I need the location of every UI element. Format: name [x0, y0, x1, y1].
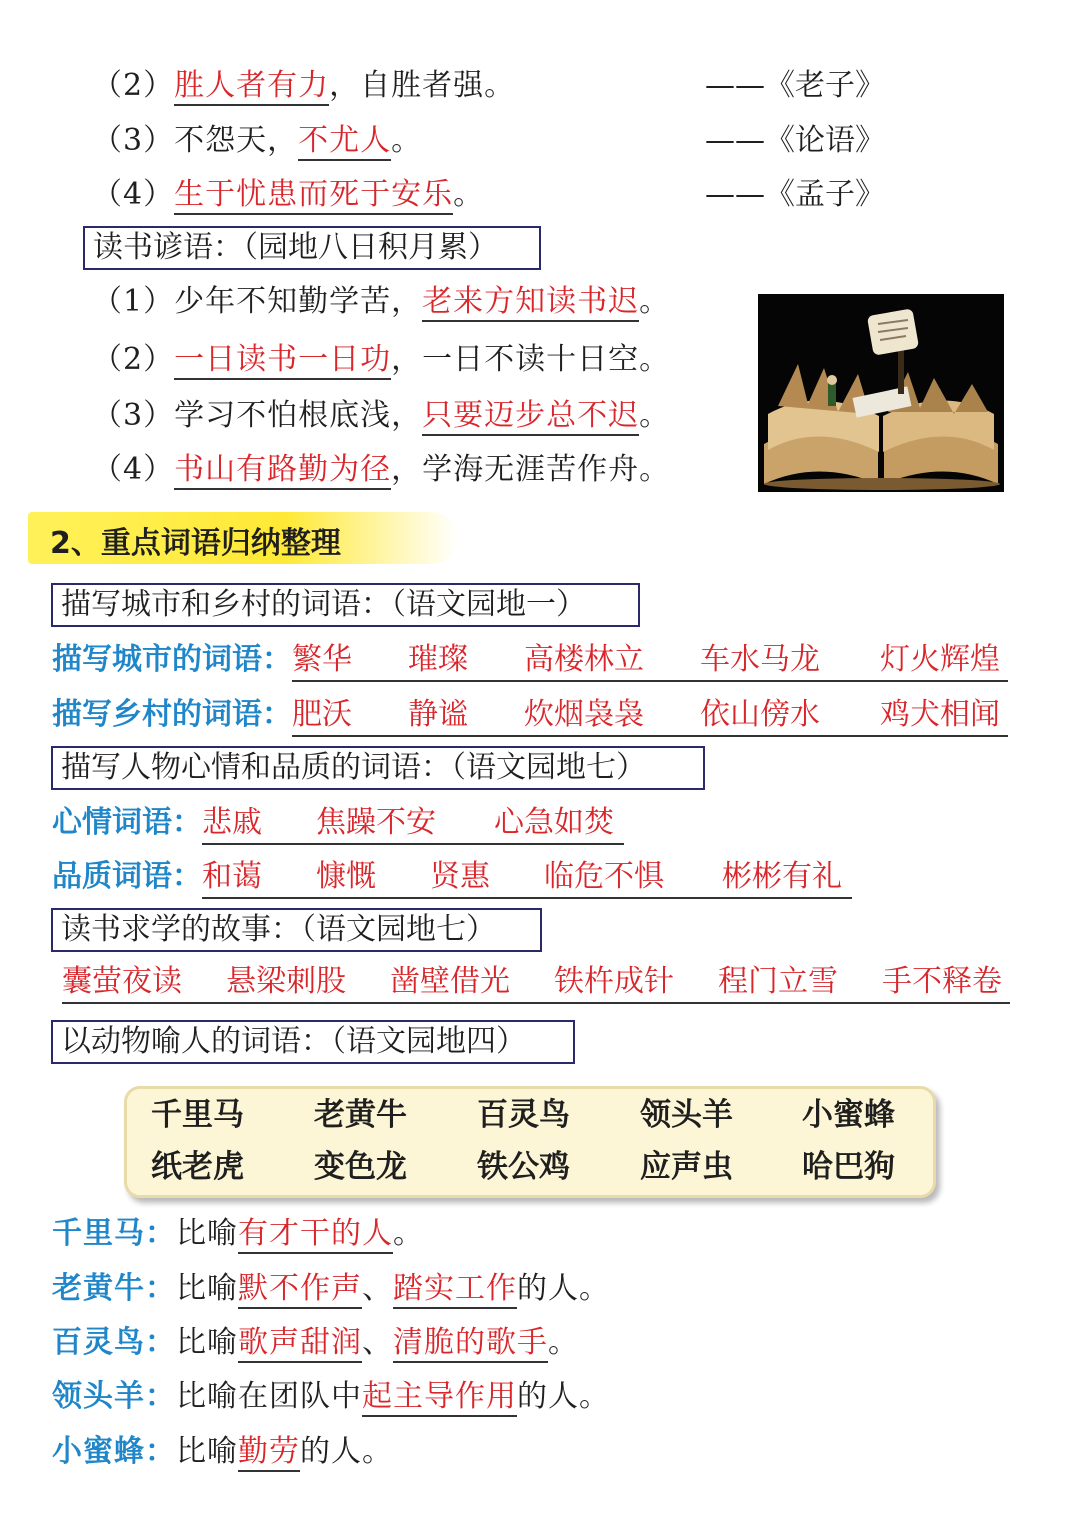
metaphor-line	[52, 1269, 610, 1309]
word: 鸡犬相闻	[880, 697, 1000, 732]
animal-word: 变色龙	[314, 1149, 407, 1185]
word: 和蔼	[202, 859, 262, 894]
quote-source: ——《老子》	[705, 68, 885, 103]
metaphor-line	[52, 1323, 579, 1363]
metaphor-highlight: 踏实工作	[393, 1271, 517, 1309]
word: 高楼林立	[524, 642, 644, 677]
country-words-list	[292, 695, 1008, 737]
quote-pre: 不怨天，	[174, 123, 299, 158]
story-word: 铁杵成针	[554, 964, 674, 999]
word: 慷慨	[316, 859, 376, 894]
city-words-list	[292, 640, 1008, 682]
proverb-rest: ，一日不读十日空。	[391, 342, 671, 377]
book-image	[758, 294, 1004, 492]
proverb-highlight: 一日读书一日功	[174, 342, 391, 380]
metaphor-rest: 。	[393, 1216, 424, 1251]
section-heading: 2、重点词语归纳整理	[50, 526, 341, 561]
proverb-line	[92, 396, 670, 436]
animal-word: 百灵鸟	[477, 1097, 570, 1133]
word: 依山傍水	[700, 697, 820, 732]
story-word: 程门立雪	[718, 964, 838, 999]
animal-word: 老黄牛	[314, 1097, 407, 1133]
quote-source: ——《孟子》	[705, 177, 885, 212]
metaphor-pre: 比喻	[176, 1434, 238, 1469]
metaphor-highlight: 歌声甜润	[238, 1325, 362, 1363]
stories-row	[62, 962, 1010, 1004]
metaphor-mid: 、	[362, 1271, 393, 1306]
word: 炊烟袅袅	[524, 697, 644, 732]
metaphor-rest: 。	[548, 1325, 579, 1360]
proverb-line	[92, 340, 670, 380]
stories-list	[62, 962, 1010, 1004]
proverb-rest: 。	[639, 284, 671, 319]
metaphor-line	[52, 1432, 393, 1472]
animals-box: 以动物喻人的词语：（语文园地四）	[51, 1020, 575, 1064]
metaphor-pre: 比喻	[176, 1325, 238, 1360]
metaphor-pre: 比喻	[176, 1216, 238, 1251]
quote-highlight: 生于忧患而死于安乐	[174, 177, 453, 215]
word: 灯火辉煌	[880, 642, 1000, 677]
story-word: 悬梁刺股	[226, 964, 346, 999]
open-book-illustration	[758, 294, 1004, 492]
mood-words-list	[202, 803, 624, 845]
proverb-rest: ，学海无涯苦作舟。	[391, 452, 671, 487]
country-words-row	[52, 695, 1008, 737]
section-heading-highlight	[28, 512, 458, 564]
quote-highlight: 不尤人	[298, 123, 391, 161]
quote-number: （2）	[92, 68, 175, 103]
proverb-line	[92, 450, 670, 490]
story-word: 手不释卷	[882, 964, 1002, 999]
proverb-pre: 学习不怕根底浅，	[174, 398, 423, 433]
proverb-highlight: 老来方知读书迟	[422, 284, 639, 322]
proverb-pre: 少年不知勤学苦，	[174, 284, 423, 319]
proverb-highlight: 书山有路勤为径	[174, 452, 391, 490]
country-words-label: 描写乡村的词语：	[52, 697, 292, 732]
metaphor-highlight: 起主导作用	[362, 1379, 517, 1417]
animal-word: 纸老虎	[151, 1149, 244, 1185]
stories-box: 读书求学的故事：（语文园地七）	[51, 908, 542, 952]
metaphor-label: 千里马：	[52, 1216, 176, 1251]
city-words-label: 描写城市的词语：	[52, 642, 292, 677]
word: 璀璨	[408, 642, 468, 677]
quote-line	[92, 175, 484, 215]
mood-words-label: 心情词语：	[52, 805, 202, 840]
quote-number: （4）	[92, 177, 175, 212]
word: 心急如焚	[494, 805, 614, 840]
word: 肥沃	[292, 697, 352, 732]
quality-words-list	[202, 857, 852, 899]
proverb-rest: 。	[639, 398, 671, 433]
word: 彬彬有礼	[722, 859, 842, 894]
quote-highlight: 胜人者有力	[174, 68, 329, 106]
word: 悲戚	[202, 805, 262, 840]
metaphor-mid: 、	[362, 1325, 393, 1360]
mood-words-row	[52, 803, 624, 845]
quote-source: ——《论语》	[705, 123, 885, 158]
metaphor-pre: 比喻	[176, 1271, 238, 1306]
animal-word: 应声虫	[640, 1149, 733, 1185]
animal-word: 哈巴狗	[802, 1149, 895, 1185]
mood-quality-box: 描写人物心情和品质的词语：（语文园地七）	[51, 746, 705, 790]
metaphor-rest: 的人。	[300, 1434, 393, 1469]
word: 繁华	[292, 642, 352, 677]
metaphor-highlight: 清脆的歌手	[393, 1325, 548, 1363]
word: 焦躁不安	[316, 805, 436, 840]
metaphor-rest: 的人。	[517, 1271, 610, 1306]
metaphor-pre: 比喻在团队中	[176, 1379, 362, 1414]
quality-words-label: 品质词语：	[52, 859, 202, 894]
story-word: 凿壁借光	[390, 964, 510, 999]
animal-words-panel	[124, 1086, 936, 1198]
metaphor-label: 领头羊：	[52, 1379, 176, 1414]
quote-line	[92, 66, 515, 106]
metaphor-line	[52, 1377, 610, 1417]
word: 静谧	[408, 697, 468, 732]
proverb-line	[92, 282, 670, 322]
city-country-box: 描写城市和乡村的词语：（语文园地一）	[51, 583, 640, 627]
metaphor-label: 老黄牛：	[52, 1271, 176, 1306]
city-words-row	[52, 640, 1008, 682]
quality-words-row	[52, 857, 852, 899]
metaphor-rest: 的人。	[517, 1379, 610, 1414]
word: 贤惠	[430, 859, 490, 894]
reading-proverbs-box: 读书谚语：（园地八日积月累）	[83, 226, 541, 270]
animal-word: 领头羊	[640, 1097, 733, 1133]
quote-rest: 。	[453, 177, 485, 212]
animal-word: 小蜜蜂	[802, 1097, 895, 1133]
metaphor-highlight: 有才干的人	[238, 1216, 393, 1254]
metaphor-label: 小蜜蜂：	[52, 1434, 176, 1469]
proverb-number: （2）	[92, 342, 175, 377]
proverb-number: （3）	[92, 398, 175, 433]
quote-number: （3）	[92, 123, 175, 158]
proverb-number: （4）	[92, 452, 175, 487]
quote-rest: 。	[391, 123, 423, 158]
animal-word: 铁公鸡	[477, 1149, 570, 1185]
metaphor-highlight: 勤劳	[238, 1434, 300, 1472]
metaphor-line	[52, 1214, 424, 1254]
word: 车水马龙	[700, 642, 820, 677]
quote-line	[92, 121, 422, 161]
proverb-highlight: 只要迈步总不迟	[422, 398, 639, 436]
metaphor-highlight: 默不作声	[238, 1271, 362, 1309]
quote-rest: ，自胜者强。	[329, 68, 516, 103]
story-word: 囊萤夜读	[62, 964, 182, 999]
word: 临危不惧	[544, 859, 664, 894]
animal-word: 千里马	[151, 1097, 244, 1133]
proverb-number: （1）	[92, 284, 175, 319]
metaphor-label: 百灵鸟：	[52, 1325, 176, 1360]
